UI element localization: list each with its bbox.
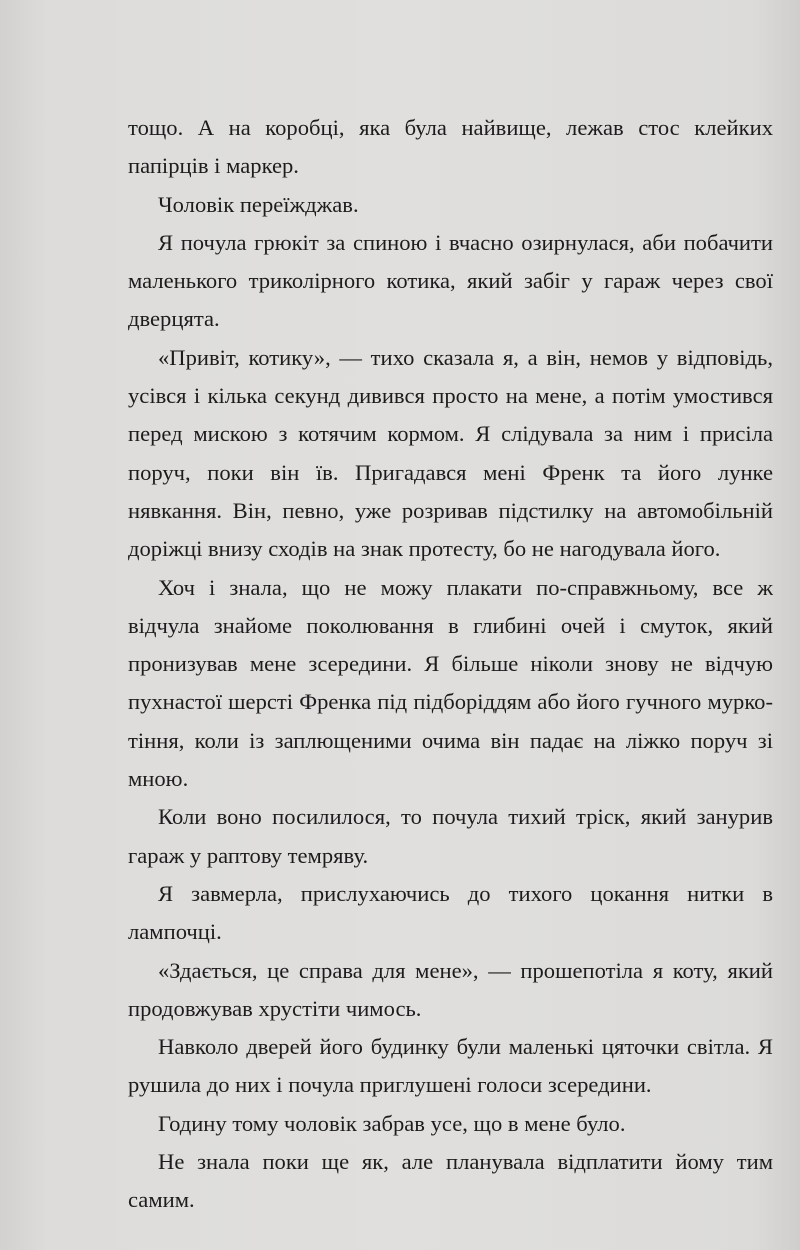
paragraph: Навколо дверей його будинку були маленькі цяточки світла. Я рушила до них і почула приглушені голоси зсередини. xyxy=(128,1034,773,1098)
body-text xyxy=(128,109,773,1220)
paragraph: Коли воно посилилося, то почула тихий тріск, який занурив гараж у раптову темряву. xyxy=(128,804,773,868)
paragraph: тощо. А на коробці, яка була найвище, лежав стос клейких папірців і маркер. xyxy=(128,115,773,179)
paragraph: Не знала поки ще як, але планувала відплатити йому тим самим. xyxy=(128,1149,773,1213)
paragraph: Годину тому чоловік забрав усе, що в мене було. xyxy=(158,1110,626,1136)
paragraph: Я почула грюкіт за спиною і вчасно озирнулася, аби побачити маленького триколірного котика, який забіг у гараж через свої дверцята. xyxy=(128,229,773,332)
paragraph: «Здається, це справа для мене», — прошепотіла я коту, який продовжував хрустіти чимось. xyxy=(128,957,773,1021)
paragraph: Я завмерла, прислухаючись до тихого цокання нитки в лампочці. xyxy=(128,880,773,945)
paragraph: Хоч і знала, що не можу плакати по-справжньому, все ж відчула знайоме поколювання в глибині очей і смуток, який пронизував мене зсередини. Я більше ніколи знову не відчую пухнастої шерсті Френка під підборіддям або його гучного муркотіння, коли із заплющеними очима він падає на ліжко поруч зі мною. xyxy=(128,574,773,792)
paragraph: «Привіт, котику», — тихо сказала я, а він, немов у відповідь, усівся і кілька секунд дивився просто на мене, а потім умостився перед мискою з котячим кормом. Я слідувала за ним і присіла поруч, поки він їв. Пригадався мені Френк та його лунке нявкання. Він, певно, уже розривав підстилку на автомобільній доріжці внизу сходів на знак протесту, бо не нагодувала його. xyxy=(128,344,773,562)
paragraph: Чоловік переїжджав. xyxy=(158,191,359,217)
